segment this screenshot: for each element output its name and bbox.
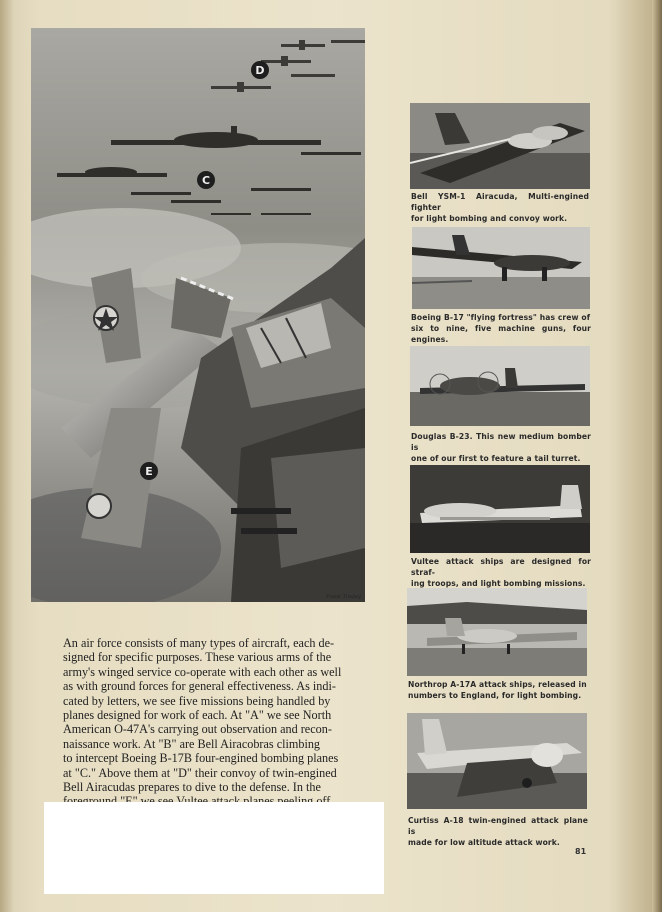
page-gutter-shadow <box>0 0 14 912</box>
photo-caption-6: Curtiss A-18 twin-engined attack plane is made for low altitude attack work. <box>408 816 588 847</box>
photo-caption-2: Boeing B-17 "flying fortress" has crew of six to nine, five machine guns, four engines. <box>411 313 591 344</box>
photo-douglas-b23 <box>410 346 590 426</box>
marker-e: E <box>145 465 153 478</box>
photo-vultee <box>410 465 590 553</box>
marker-d: D <box>255 64 265 77</box>
marker-c: C <box>201 174 211 187</box>
main-illustration <box>31 28 365 602</box>
photo-northrop-a17a <box>407 588 587 676</box>
photo-boeing-b17 <box>412 227 590 309</box>
photo-bell-airacuda <box>410 103 590 189</box>
page-number: 81 <box>575 847 587 856</box>
photo-caption-1: Bell YSM-1 Airacuda, Multi-engined fighter for light bombing and convoy work. <box>411 192 589 223</box>
artist-signature: Frank Tinsley <box>326 594 361 600</box>
photo-curtiss-a18 <box>407 713 587 809</box>
main-caption: An air force consists of many types of aircraft, each de- signed for specific purposes. These various arms of the army's winged service co-operate with each other as well as with ground forces for general effectiveness. As indi- cated by letters, we see five missions being handled by planes designed for work of each. At "A" we see North American O-47A's carrying out observation and recon- naissance work. At "B" are Bell Airacobras climbing to intercept Boeing B-17B four-engined bombing planes at "C." Above them at "D" their convoy of twin-engined Bell Airacudas prepares to dive to the defense. In the <box>63 636 342 795</box>
photo-caption-5: Northrop A-17A attack ships, released in numbers to England, for light bombing. <box>408 680 587 700</box>
photo-caption-3: Douglas B-23. This new medium bomber is one of our first to feature a tail turret. <box>411 432 591 463</box>
paper-patch <box>44 802 384 894</box>
photo-caption-4: Vultee attack ships are designed for straf- ing troops, and light bombing missions. <box>411 557 591 588</box>
page-edge <box>652 0 662 912</box>
